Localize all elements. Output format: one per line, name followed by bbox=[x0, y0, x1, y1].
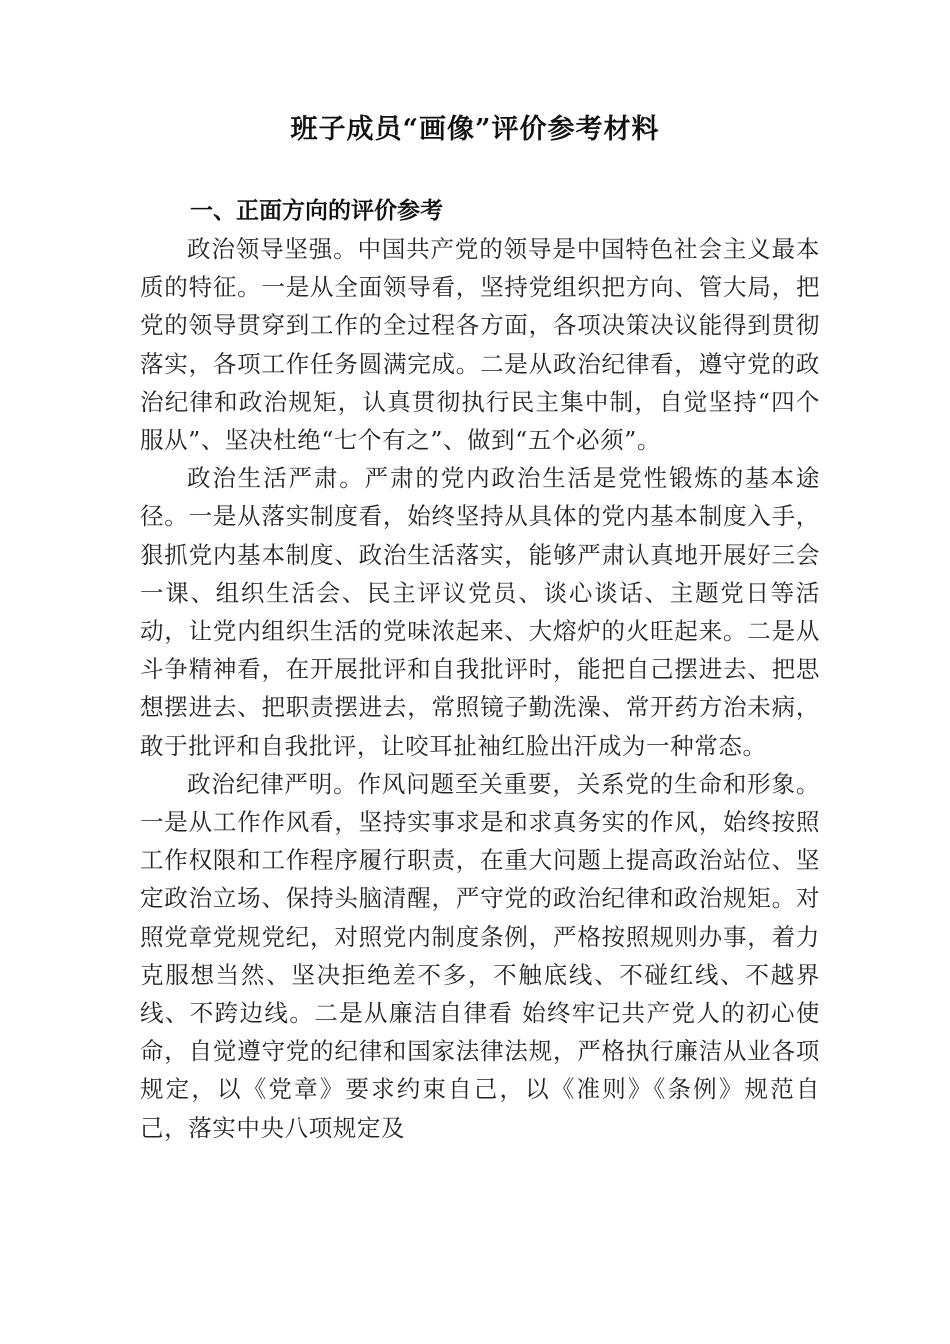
document-body bbox=[140, 230, 820, 1147]
paragraph-political-leadership: 政治领导坚强。中国共产党的领导是中国特色社会主义最本质的特征。一是从全面领导看，坚持党组织把方向、管大局，把党的领导贯穿到工作的全过程各方面，各项决策决议能得到贯彻落实，各项工作任务圆满完成。二是从政治纪律看，遵守党的政治纪律和政治规矩，认真贯彻执行民主集中制，自觉坚持“四个服从”、坚决杜绝“七个有之”、做到“五个必须”。 bbox=[140, 235, 820, 455]
document-title: 班子成员“画像”评价参考材料 bbox=[290, 114, 660, 145]
section-heading: 一、正面方向的评价参考 bbox=[190, 198, 443, 224]
paragraph-political-discipline: 政治纪律严明。作风问题至关重要，关系党的生命和形象。一是从工作作风看，坚持实事求是和求真务实的作风，始终按照工作权限和工作程序履行职责，在重大问题上提高政治站位、坚定政治立场、保持头脑清醒，严守党的政治纪律和政治规矩。对照党章党规党纪，对照党内制度条例，严格按照规则办事，着力克服想当然、坚决拒绝差不多，不触底线、不碰红线、不越界线、不跨边线。二是从廉洁自律看 始终牢记共产党人的初心使命，自觉遵守党的纪律和国家法律法规，严格执行廉洁从业各项规定，以《党章》要求约束自己，以《准则》《条例》规范自己，落实中央八项规定及 bbox=[140, 769, 820, 1142]
paragraph-political-life: 政治生活严肃。严肃的党内政治生活是党性锻炼的基本途径。一是从落实制度看，始终坚持从具体的党内基本制度入手，狠抓党内基本制度、政治生活落实，能够严肃认真地开展好三会一课、组织生活会、民主评议党员、谈心谈话、主题党日等活动，让党内组织生活的党味浓起来、大熔炉的火旺起来。二是从斗争精神看，在开展批评和自我批评时，能把自己摆进去、把思想摆进去、把职责摆进去，常照镜子勤洗澡、常开药方治未病，敢于批评和自我批评，让咬耳扯袖红脸出汗成为一种常态。 bbox=[140, 464, 820, 760]
